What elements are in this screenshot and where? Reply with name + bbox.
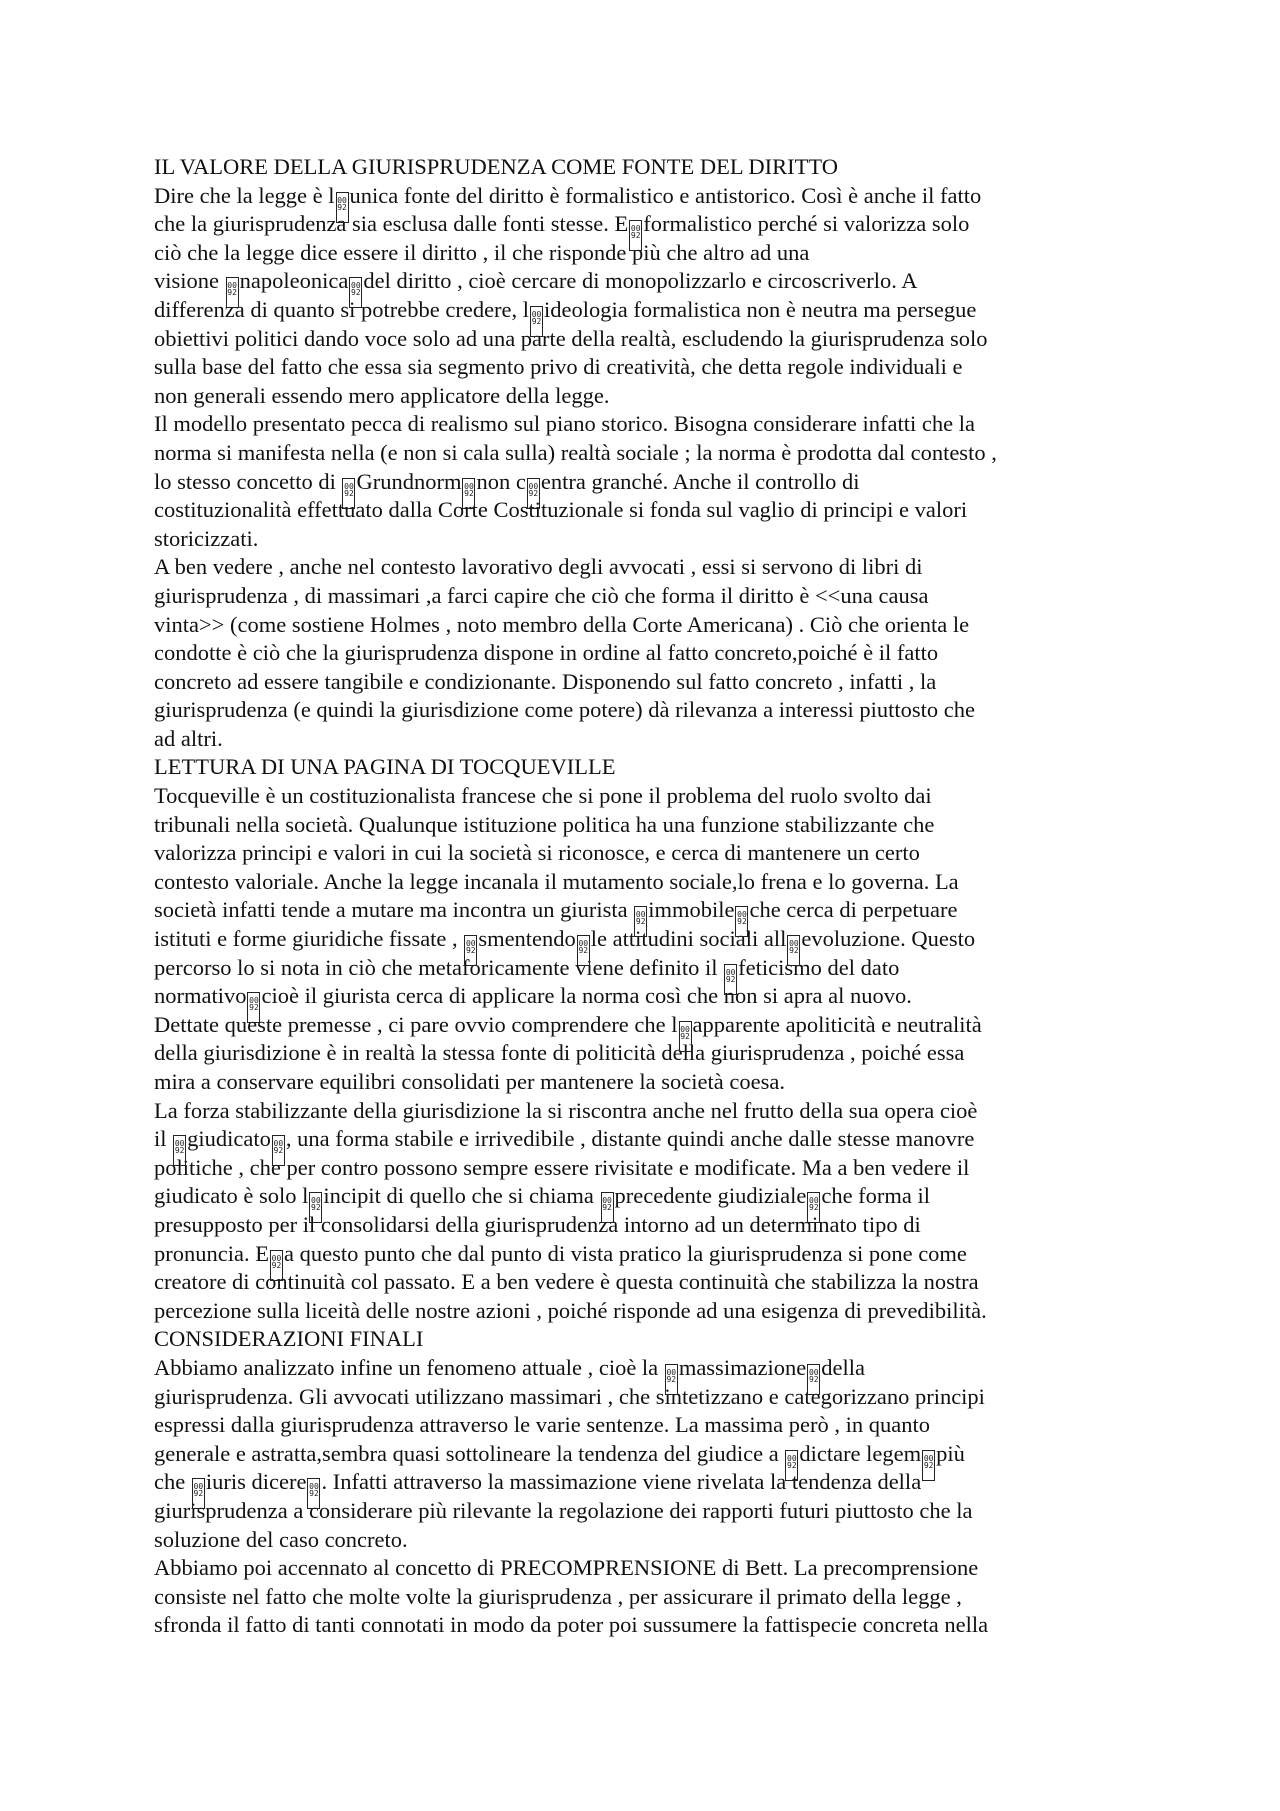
missing-glyph-code-top: 00 — [808, 1367, 819, 1377]
section-heading — [154, 153, 1154, 182]
text-line — [154, 782, 1154, 811]
text-segment: ciò che la legge dice essere il diritto , il che risponde più che altro ad una — [154, 239, 810, 265]
text-line — [154, 1297, 1154, 1326]
missing-glyph-code-bottom: 92 — [528, 488, 539, 498]
missing-glyph-icon — [272, 1135, 285, 1166]
text-segment: che forma il — [821, 1183, 931, 1209]
text-segment: massimazione — [678, 1354, 807, 1380]
missing-glyph-code-top: 00 — [174, 1139, 185, 1149]
missing-glyph-icon — [336, 192, 349, 223]
missing-glyph-icon — [665, 1364, 678, 1395]
missing-glyph-code-top: 00 — [809, 1196, 819, 1206]
text-line — [154, 1154, 1154, 1183]
text-segment: storicizzati. — [154, 525, 259, 551]
text-segment: obiettivi politici dando voce solo ad una parte della realtà, escludendo la giurisprudenza solo — [154, 325, 988, 351]
text-segment: giurisprudenza. Gli avvocati utilizzano massimari , che sintetizzano e categorizzano principi — [154, 1383, 985, 1409]
missing-glyph-icon — [577, 935, 590, 966]
missing-glyph-code-bottom: 92 — [465, 946, 476, 956]
text-line — [154, 1554, 1154, 1583]
text-line — [154, 439, 1154, 468]
text-segment: apparente apoliticità e neutralità — [692, 1011, 982, 1037]
text-segment: percorso lo si nota in ciò che metaforicamente viene definito il — [154, 954, 724, 980]
text-segment: feticismo del dato — [738, 954, 900, 980]
text-segment: formalistico perché si valorizza solo — [643, 211, 970, 237]
text-line — [154, 553, 1154, 582]
text-line — [154, 1240, 1154, 1269]
text-segment: tribunali nella società. Qualunque istituzione politica ha una funzione stabilizzante che — [154, 811, 935, 837]
text-segment: pronuncia. E — [154, 1240, 269, 1266]
text-line — [154, 839, 1154, 868]
missing-glyph-code-top: 00 — [271, 1253, 282, 1263]
text-segment: incipit di quello che si chiama — [323, 1183, 600, 1209]
text-line — [154, 1611, 1154, 1640]
text-segment: ideologia formalistica non è neutra ma persegue — [544, 296, 977, 322]
text-segment: soluzione del caso concreto. — [154, 1526, 408, 1552]
text-line — [154, 1354, 1154, 1383]
text-segment: percezione sulla liceità delle nostre azioni , poiché risponde ad una esigenza di prevedibilità. — [154, 1297, 987, 1323]
missing-glyph-code-bottom: 92 — [725, 974, 736, 984]
text-segment: LETTURA DI UNA PAGINA DI TOCQUEVILLE — [154, 754, 616, 780]
text-line — [154, 1411, 1154, 1440]
text-line — [154, 1268, 1154, 1297]
text-segment: giudicato — [187, 1126, 271, 1152]
missing-glyph-icon — [629, 220, 642, 251]
text-segment: politiche , che per contro possono sempre essere rivisitate e modificate. Ma a ben vedere il — [154, 1154, 970, 1180]
missing-glyph-icon — [807, 1364, 820, 1395]
text-line — [154, 525, 1154, 554]
missing-glyph-icon — [679, 1021, 692, 1052]
text-line — [154, 1068, 1154, 1097]
text-line — [154, 382, 1154, 411]
text-line — [154, 296, 1154, 325]
missing-glyph-icon — [530, 306, 543, 337]
text-segment: evoluzione. Questo — [801, 926, 976, 952]
text-segment: Il modello presentato pecca di realismo sul piano storico. Bisogna considerare infatti che la — [154, 411, 975, 437]
missing-glyph-icon — [735, 906, 748, 937]
text-segment: che — [154, 1469, 191, 1495]
text-segment: vinta>> (come sostiene Holmes , noto membro della Corte Americana) . Ciò che orienta le — [154, 611, 970, 637]
text-line — [154, 1182, 1154, 1211]
missing-glyph-code-bottom: 92 — [344, 488, 354, 498]
text-line — [154, 1097, 1154, 1126]
text-line — [154, 1383, 1154, 1412]
missing-glyph-icon — [309, 1192, 322, 1223]
text-line — [154, 982, 1154, 1011]
missing-glyph-code-bottom: 92 — [630, 231, 641, 241]
text-segment: valorizza principi e valori in cui la società si riconosce, e cerca di mantenere un certo — [154, 840, 920, 866]
text-segment: giudicato è solo l — [154, 1183, 309, 1209]
missing-glyph-code-top: 00 — [249, 996, 259, 1006]
text-line — [154, 1125, 1154, 1154]
text-line — [154, 725, 1154, 754]
missing-glyph-icon — [247, 992, 260, 1023]
missing-glyph-code-bottom: 92 — [351, 288, 361, 298]
text-line — [154, 611, 1154, 640]
text-segment: giurisprudenza , di massimari ,a farci capire che ciò che forma il diritto è <<una causa — [154, 582, 929, 608]
text-segment: norma si manifesta nella (e non si cala sulla) realtà sociale ; la norma è prodotta dal contesto , — [154, 439, 997, 465]
text-line — [154, 468, 1154, 497]
missing-glyph-icon — [785, 1450, 798, 1481]
missing-glyph-code-top: 00 — [680, 1024, 690, 1034]
text-segment: Tocqueville è un costituzionalista francese che si pone il problema del ruolo svolto dai — [154, 783, 932, 809]
missing-glyph-code-top: 00 — [337, 195, 347, 205]
text-segment: precedente giudiziale — [614, 1183, 807, 1209]
missing-glyph-code-top: 00 — [602, 1196, 612, 1206]
text-segment: visione — [154, 268, 225, 294]
text-line — [154, 353, 1154, 382]
missing-glyph-icon — [462, 478, 475, 509]
section-heading — [154, 753, 1154, 782]
missing-glyph-code-bottom: 92 — [174, 1146, 185, 1156]
text-line — [154, 182, 1154, 211]
text-segment: contesto valoriale. Anche la legge incanala il mutamento sociale,lo frena e lo governa. La — [154, 868, 959, 894]
missing-glyph-icon — [787, 935, 800, 966]
text-line — [154, 582, 1154, 611]
text-line — [154, 1497, 1154, 1526]
missing-glyph-icon — [807, 1192, 820, 1223]
text-line — [154, 896, 1154, 925]
text-segment: normativo — [154, 983, 247, 1009]
text-line — [154, 210, 1154, 239]
text-segment: a questo punto che dal punto di vista pratico la giurisprudenza si pone come — [283, 1240, 967, 1266]
text-segment: immobile — [648, 897, 735, 923]
missing-glyph-code-bottom: 92 — [309, 1489, 319, 1499]
text-segment: cioè il giurista cerca di applicare la norma così che non si apra al nuovo. — [261, 983, 912, 1009]
text-segment: sfronda il fatto di tanti connotati in modo da poter poi sussumere la fattispecie concreta nella — [154, 1612, 989, 1638]
missing-glyph-code-top: 00 — [528, 481, 539, 491]
text-segment: della — [821, 1354, 866, 1380]
text-segment: consiste nel fatto che molte volte la giurisprudenza , per assicurare il primato della legge , — [154, 1583, 962, 1609]
text-segment: smentendo — [478, 926, 576, 952]
missing-glyph-code-bottom: 92 — [193, 1489, 204, 1499]
missing-glyph-code-bottom: 92 — [273, 1146, 284, 1156]
missing-glyph-code-top: 00 — [311, 1196, 321, 1206]
text-segment: dictare legem — [799, 1440, 922, 1466]
text-line — [154, 325, 1154, 354]
missing-glyph-code-bottom: 92 — [271, 1260, 282, 1270]
text-line — [154, 1468, 1154, 1497]
text-segment: napoleonica — [239, 268, 349, 294]
text-segment: CONSIDERAZIONI FINALI — [154, 1326, 424, 1352]
text-line — [154, 1211, 1154, 1240]
missing-glyph-code-bottom: 92 — [602, 1203, 612, 1213]
text-segment: entra granché. Anche il controllo di — [540, 468, 860, 494]
text-segment: , una forma stabile e irrivedibile , distante quindi anche dalle stesse manovre — [285, 1126, 975, 1152]
text-segment: del diritto , cioè cercare di monopolizzarlo e circoscriverlo. A — [363, 268, 918, 294]
missing-glyph-code-top: 00 — [578, 939, 589, 949]
text-segment: che cerca di perpetuare — [749, 897, 958, 923]
missing-glyph-code-top: 00 — [737, 910, 747, 920]
text-segment: . Infatti attraverso la massimazione viene rivelata la tendenza della — [321, 1469, 922, 1495]
missing-glyph-code-bottom: 92 — [923, 1460, 934, 1470]
missing-glyph-code-top: 00 — [227, 281, 237, 291]
text-segment: espressi dalla giurisprudenza attraverso le varie sentenze. La massima però , in quanto — [154, 1412, 930, 1438]
missing-glyph-code-bottom: 92 — [808, 1374, 819, 1384]
missing-glyph-code-bottom: 92 — [337, 202, 347, 212]
missing-glyph-icon — [464, 935, 477, 966]
missing-glyph-code-bottom: 92 — [809, 1203, 819, 1213]
missing-glyph-code-bottom: 92 — [737, 917, 747, 927]
text-segment: mira a conservare equilibri consolidati per mantenere la società coesa. — [154, 1069, 785, 1094]
missing-glyph-code-top: 00 — [789, 939, 799, 949]
missing-glyph-code-top: 00 — [193, 1482, 204, 1492]
document-body — [154, 153, 1154, 1640]
missing-glyph-code-top: 00 — [923, 1453, 934, 1463]
text-segment: che la giurisprudenza sia esclusa dalle fonti stesse. E — [154, 211, 629, 237]
missing-glyph-icon — [342, 478, 355, 509]
text-line — [154, 1011, 1154, 1040]
text-line — [154, 668, 1154, 697]
missing-glyph-code-bottom: 92 — [464, 488, 474, 498]
missing-glyph-icon — [192, 1478, 205, 1509]
text-line — [154, 639, 1154, 668]
text-segment: della giurisdizione è in realtà la stessa fonte di politicità della giurisprudenza , poiché essa — [154, 1040, 965, 1066]
text-line — [154, 1583, 1154, 1612]
missing-glyph-icon — [922, 1450, 935, 1481]
text-line — [154, 1039, 1154, 1068]
missing-glyph-icon — [349, 277, 362, 308]
text-segment: concreto ad essere tangibile e condizionante. Disponendo sul fatto concreto , infatti , la — [154, 668, 937, 694]
text-segment: Dire che la legge è l — [154, 182, 335, 208]
missing-glyph-code-bottom: 92 — [787, 1460, 797, 1470]
missing-glyph-code-top: 00 — [725, 967, 736, 977]
missing-glyph-icon — [724, 964, 737, 995]
section-heading — [154, 1325, 1154, 1354]
missing-glyph-code-bottom: 92 — [531, 316, 542, 326]
text-segment: ad altri. — [154, 725, 223, 751]
text-segment: istituti e forme giuridiche fissate , — [154, 926, 464, 952]
text-segment: sulla base del fatto che essa sia segmento privo di creatività, che detta regole individuali e — [154, 354, 963, 380]
text-segment: non generali essendo mero applicatore della legge. — [154, 382, 610, 408]
missing-glyph-icon — [634, 906, 647, 937]
missing-glyph-icon — [601, 1192, 614, 1223]
text-segment: costituzionalità effettuato dalla Corte Costituzionale si fonda sul vaglio di principi e valori — [154, 497, 968, 523]
text-segment: giurisprudenza (e quindi la giurisdizione come potere) dà rilevanza a interessi piuttosto che — [154, 697, 975, 723]
text-segment: generale e astratta,sembra quasi sottolineare la tendenza del giudice a — [154, 1440, 785, 1466]
missing-glyph-icon — [270, 1250, 283, 1281]
missing-glyph-code-top: 00 — [465, 939, 476, 949]
text-line — [154, 696, 1154, 725]
missing-glyph-icon — [173, 1135, 186, 1166]
missing-glyph-code-bottom: 92 — [578, 946, 589, 956]
text-segment: differenza di quanto si potrebbe credere, l — [154, 296, 530, 322]
missing-glyph-code-bottom: 92 — [227, 288, 237, 298]
missing-glyph-icon — [527, 478, 540, 509]
text-segment: iuris dicere — [205, 1469, 307, 1495]
missing-glyph-code-top: 00 — [273, 1139, 284, 1149]
text-line — [154, 410, 1154, 439]
missing-glyph-code-top: 00 — [344, 481, 354, 491]
missing-glyph-code-bottom: 92 — [789, 946, 799, 956]
text-segment: Abbiamo analizzato infine un fenomeno attuale , cioè la — [154, 1354, 664, 1380]
text-segment: Dettate queste premesse , ci pare ovvio comprendere che l — [154, 1011, 678, 1037]
text-segment: unica fonte del diritto è formalistico e antistorico. Così è anche il fatto — [349, 182, 982, 208]
missing-glyph-code-bottom: 92 — [249, 1003, 259, 1013]
missing-glyph-code-bottom: 92 — [680, 1031, 690, 1041]
text-segment: società infatti tende a mutare ma incontra un giurista — [154, 897, 634, 923]
text-segment: Grundnorm — [356, 468, 462, 494]
text-segment: IL VALORE DELLA GIURISPRUDENZA COME FONTE DEL DIRITTO — [154, 154, 838, 179]
missing-glyph-icon — [307, 1478, 320, 1509]
missing-glyph-code-top: 00 — [464, 481, 474, 491]
text-segment: presupposto per il consolidarsi della giurisprudenza intorno ad un determinato tipo di — [154, 1211, 921, 1237]
missing-glyph-code-bottom: 92 — [635, 917, 646, 927]
text-line — [154, 868, 1154, 897]
missing-glyph-code-top: 00 — [787, 1453, 797, 1463]
missing-glyph-code-top: 00 — [351, 281, 361, 291]
text-segment: non c — [476, 468, 526, 494]
text-line — [154, 239, 1154, 268]
text-line — [154, 1440, 1154, 1469]
missing-glyph-code-top: 00 — [635, 910, 646, 920]
missing-glyph-code-top: 00 — [531, 309, 542, 319]
text-segment: giurisprudenza a considerare più rilevante la regolazione dei rapporti futuri piuttosto che la — [154, 1497, 973, 1523]
text-line — [154, 1526, 1154, 1555]
text-segment: A ben vedere , anche nel contesto lavorativo degli avvocati , essi si servono di libri di — [154, 554, 923, 580]
missing-glyph-code-bottom: 92 — [311, 1203, 321, 1213]
text-line — [154, 267, 1154, 296]
text-segment: più — [936, 1440, 965, 1466]
missing-glyph-code-bottom: 92 — [666, 1374, 677, 1384]
missing-glyph-icon — [226, 277, 239, 308]
text-segment: Abbiamo poi accennato al concetto di PRECOMPRENSIONE di Bett. La precomprensione — [154, 1555, 979, 1581]
text-segment: La forza stabilizzante della giurisdizione la si riscontra anche nel frutto della sua opera cioè — [154, 1097, 978, 1123]
missing-glyph-code-top: 00 — [309, 1482, 319, 1492]
text-segment: creatore di continuità col passato. E a ben vedere è questa continuità che stabilizza la nostra — [154, 1269, 979, 1295]
text-segment: condotte è ciò che la giurisprudenza dispone in ordine al fatto concreto,poiché è il fatto — [154, 640, 939, 666]
text-line — [154, 925, 1154, 954]
missing-glyph-code-top: 00 — [630, 224, 641, 234]
missing-glyph-code-top: 00 — [666, 1367, 677, 1377]
text-line — [154, 496, 1154, 525]
text-segment: lo stesso concetto di — [154, 468, 342, 494]
text-line — [154, 811, 1154, 840]
text-line — [154, 954, 1154, 983]
text-segment: le attitudini sociali all — [590, 926, 787, 952]
text-segment: il — [154, 1126, 173, 1152]
